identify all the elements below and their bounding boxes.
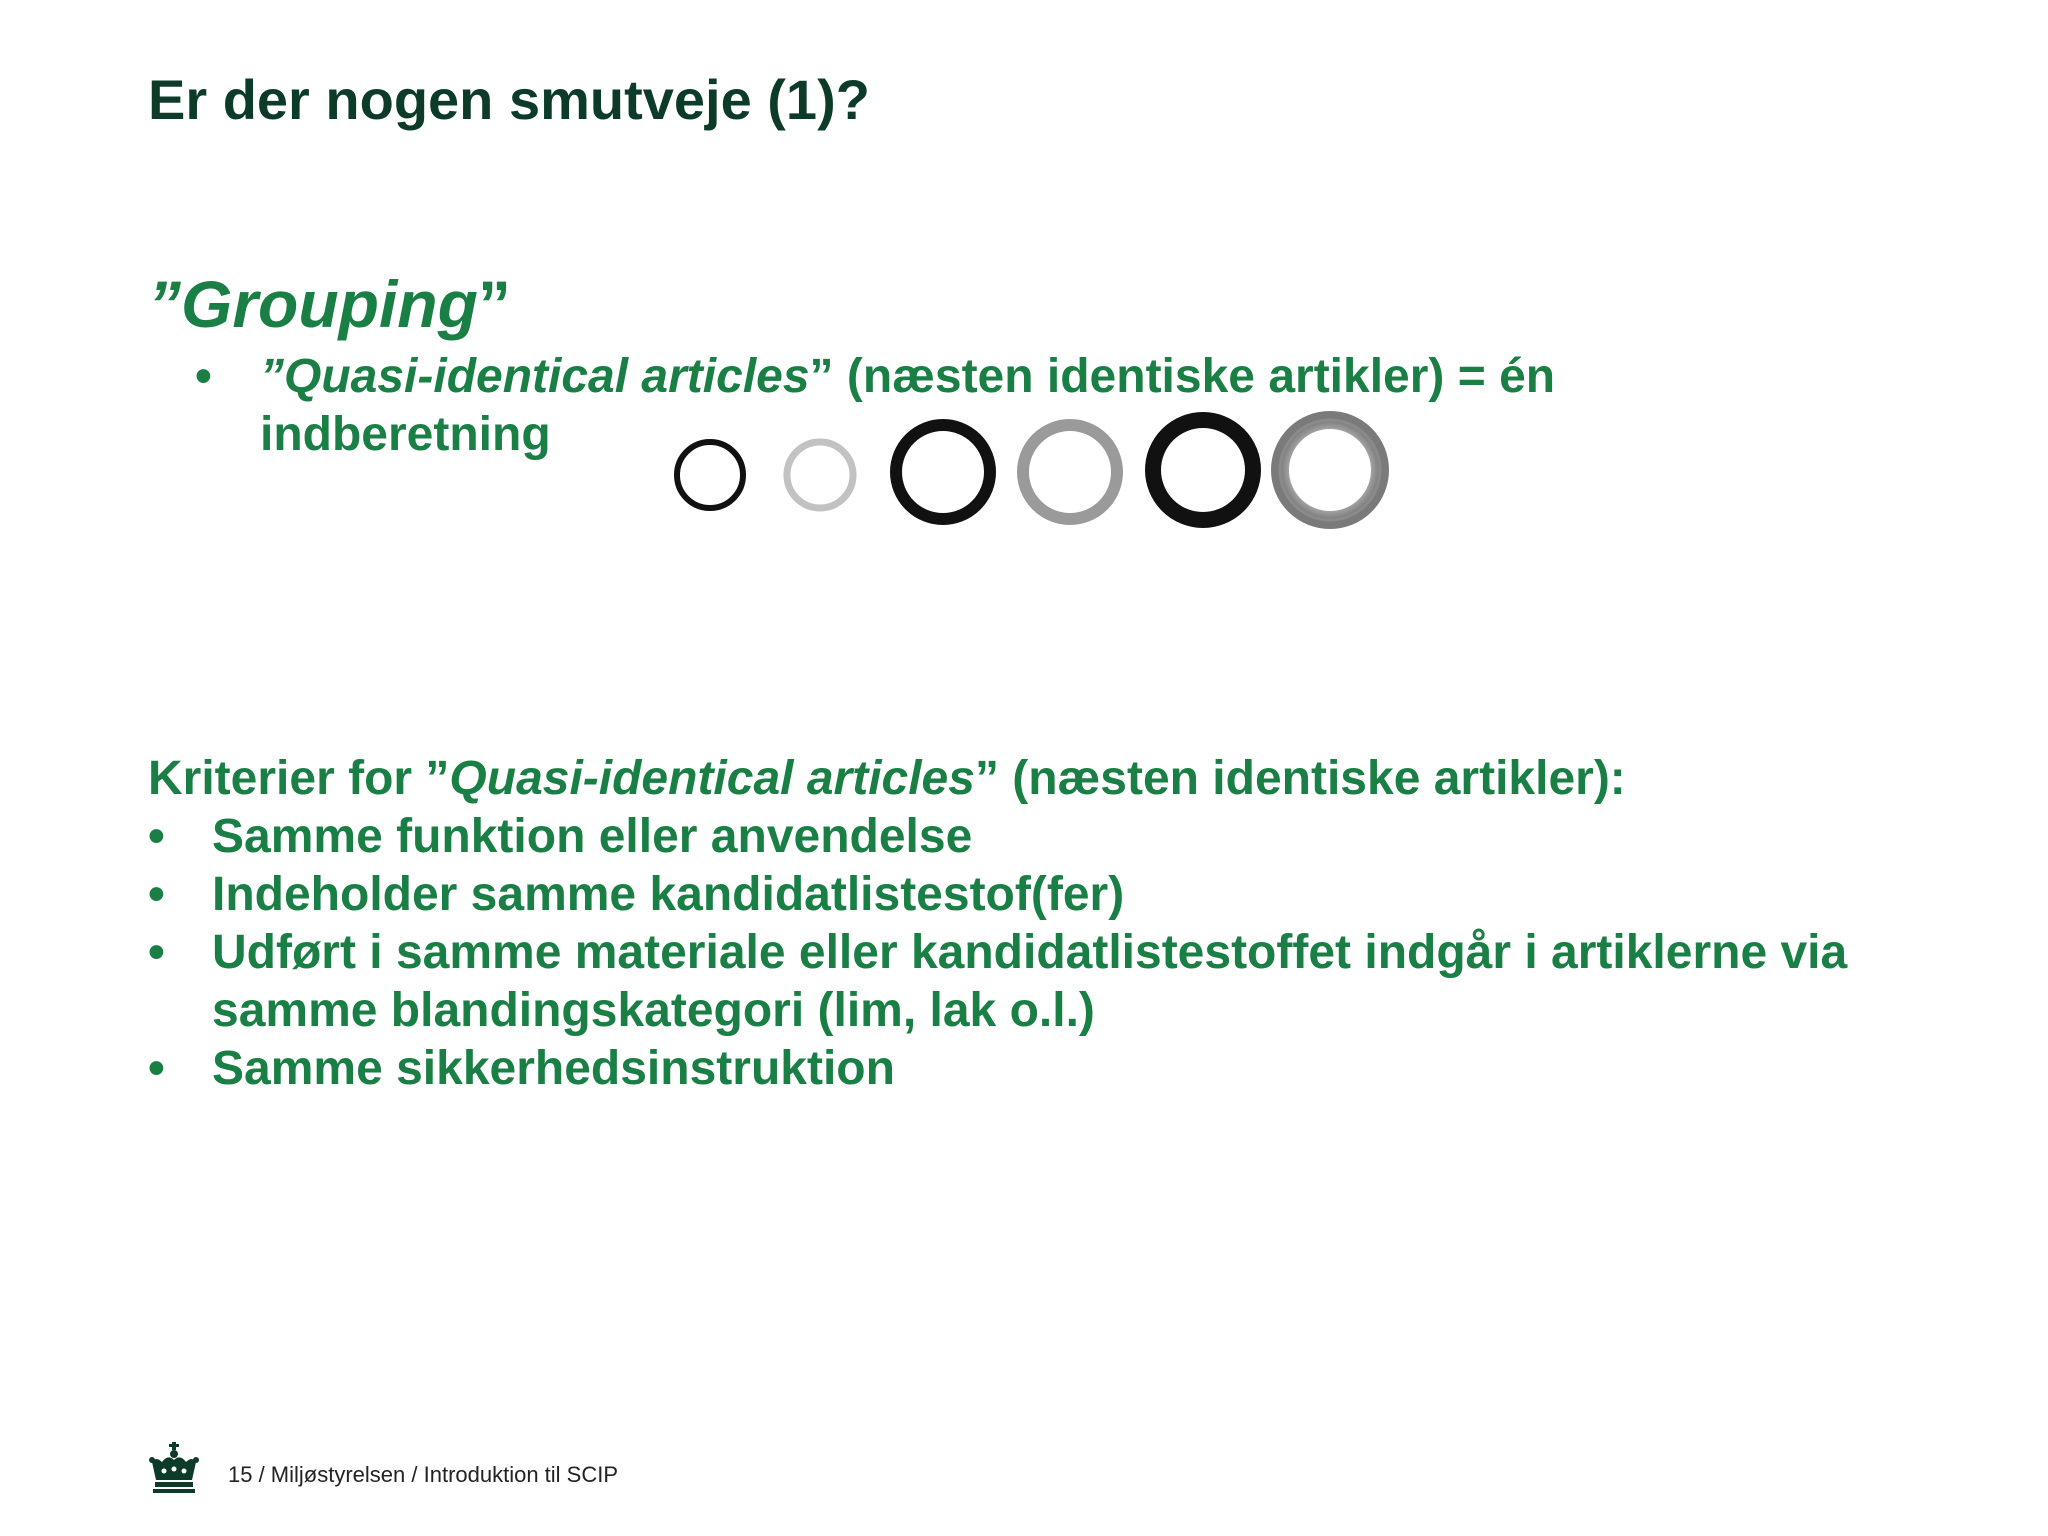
o-rings-image [660,410,1420,540]
o-ring-4 [1023,425,1117,519]
grouping-bullet-text: ”Quasi-identical articles” (næsten identiske artikler) = én indberetning [260,350,1556,461]
o-ring-1 [677,442,743,508]
list-item: • Samme funktion eller anvendelse [148,810,973,863]
o-ring-2 [787,442,853,508]
o-ring-3 [896,425,990,519]
o-ring-5 [1153,420,1253,520]
list-item: • Samme sikkerhedsinstruktion [148,1042,895,1095]
list-item: • Indeholder samme kandidatlistestof(fer) [148,868,1125,921]
grouping-bullet-marker: • [195,350,212,403]
slide-title: Er der nogen smutveje (1)? [148,68,870,131]
criteria-list [148,808,1948,1098]
criteria-heading: Kriterier for ”Quasi-identical articles” (næsten identiske artikler): [148,752,1626,805]
grouping-heading: ”Grouping” [148,267,511,341]
footer-text: 15 / Miljøstyrelsen / Introduktion til SCIP [228,1462,619,1487]
list-item: • Udført i samme materiale eller kandidatlistestoffet indgår i artiklerne via samme blandingskategori (lim, lak o.l.) [148,926,1848,1037]
crown-icon [146,1440,202,1496]
